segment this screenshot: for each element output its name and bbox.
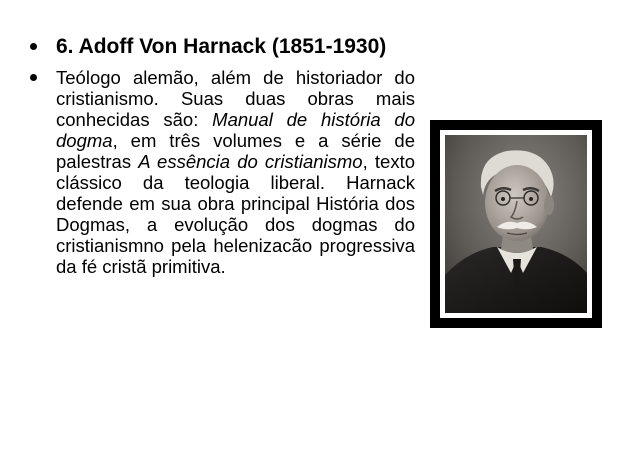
heading-text: 6. Adoff Von Harnack (1851-1930)	[56, 35, 387, 58]
book-title-manual: Manual de história do dogma	[56, 109, 416, 151]
body-text-2: , em três volumes e a série de palestras	[56, 130, 415, 172]
portrait-mat	[440, 130, 592, 318]
portrait-photo-icon	[445, 135, 587, 313]
book-title-essencia: A essência do cristianismo	[138, 151, 363, 172]
bullet-body	[30, 67, 415, 277]
bullet-heading	[30, 36, 415, 57]
bullet-dot-icon	[30, 74, 37, 81]
bullet-dot-icon	[30, 43, 37, 50]
body-text-3: , texto clássico da teologia liberal. Harnack defende em sua obra principal História dos Dogmas, a evolução dos dogmas do cristianismno pela helenizacão progressiva da fé cristã primitiva.	[56, 151, 415, 277]
portrait-frame	[430, 120, 602, 328]
text-column	[30, 36, 415, 277]
body-text-1: Teólogo alemão, além de historiador do cristianismo. Suas duas obras mais conhecidas são:	[56, 67, 415, 130]
